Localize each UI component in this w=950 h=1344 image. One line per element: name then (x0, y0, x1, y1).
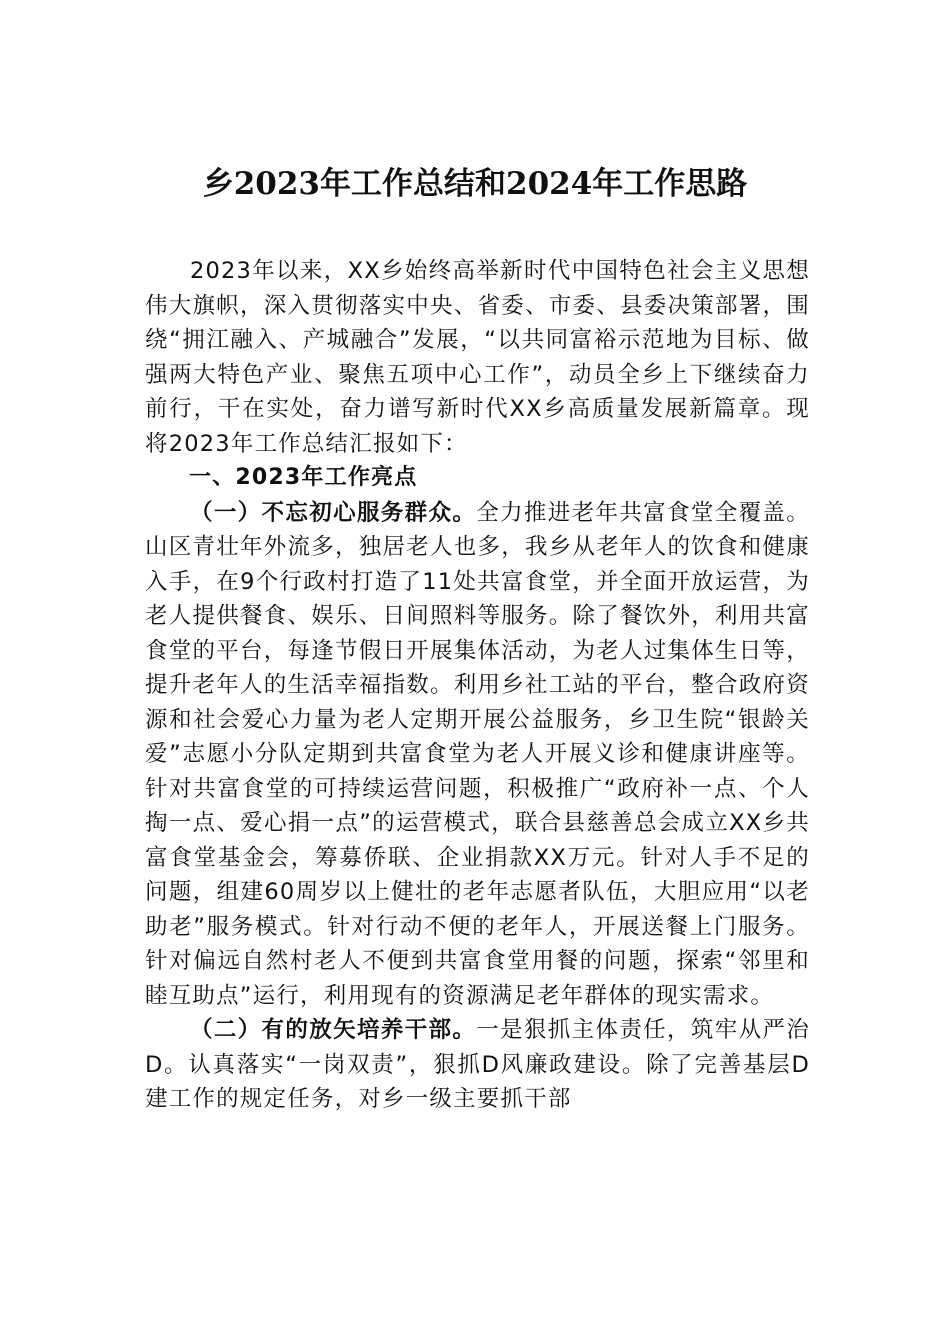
item-2-paragraph (145, 1013, 810, 1117)
item-1-paragraph (145, 496, 810, 1014)
intro-paragraph: 2023年以来，XX乡始终高举新时代中国特色社会主义思想伟大旗帜，深入贯彻落实中央、省委、市委、县委决策部署，围绕“拥江融入、产城融合”发展，“以共同富裕示范地为目标、做强两大特色产业、聚焦五项中心工作”，动员全乡上下继续奋力前行，干在实处，奋力谱写新时代XX乡高质量发展新篇章。现将2023年工作总结汇报如下： (145, 258, 810, 457)
section-heading: 一、2023年工作亮点 (189, 465, 418, 490)
item-2-lead: （二）有的放矢培养干部。 (190, 1017, 477, 1043)
item-1-lead: （一）不忘初心服务群众。 (190, 499, 477, 526)
item-1-body: 全力推进老年共富食堂全覆盖。山区青壮年外流多，独居老人也多，我乡从老年人的饮食和健康入手，在9个行政村打造了11处共富食堂，并全面开放运营，为老人提供餐食、娱乐、日间照料等服务。除了餐饮外，利用共富食堂的平台，每逢节假日开展集体活动，为老人过集体生日等，提升老年人的生活幸福指数。利用乡社工站的平台，整合政府资源和社会爱心力量为老人定期开展公益服务，乡卫生院“银龄关爱”志愿小分队定期到共富食堂为老人开展义诊和健康讲座等。针对共富食堂的可持续运营问题，积极推广“政府补一点、个人掏一点、爱心捐一点”的运营模式，联合县慈善总会成立XX乡共富食堂基金会，筹募侨联、企业捐款XX万元。针对人手不足的问题，组建60周岁以上健壮的老年志愿者队伍，大胆应用“以老助老”服务模式。针对行动不便的老年人，开展送餐上门服务。针对偏远自然村老人不便到共富食堂用餐的问题，探索“邻里和睦互助点”运行，利用现有的资源满足老年群体的现实需求。 (145, 499, 810, 1009)
item-2-body: 一是狠抓主体责任，筑牢从严治D。认真落实“一岗双责”，狠抓D风廉政建设。除了完善基层D建工作的规定任务，对乡一级主要抓干部 (145, 1017, 810, 1112)
document-body (145, 254, 810, 1117)
document-title: 乡2023年工作总结和2024年工作思路 (202, 166, 748, 202)
